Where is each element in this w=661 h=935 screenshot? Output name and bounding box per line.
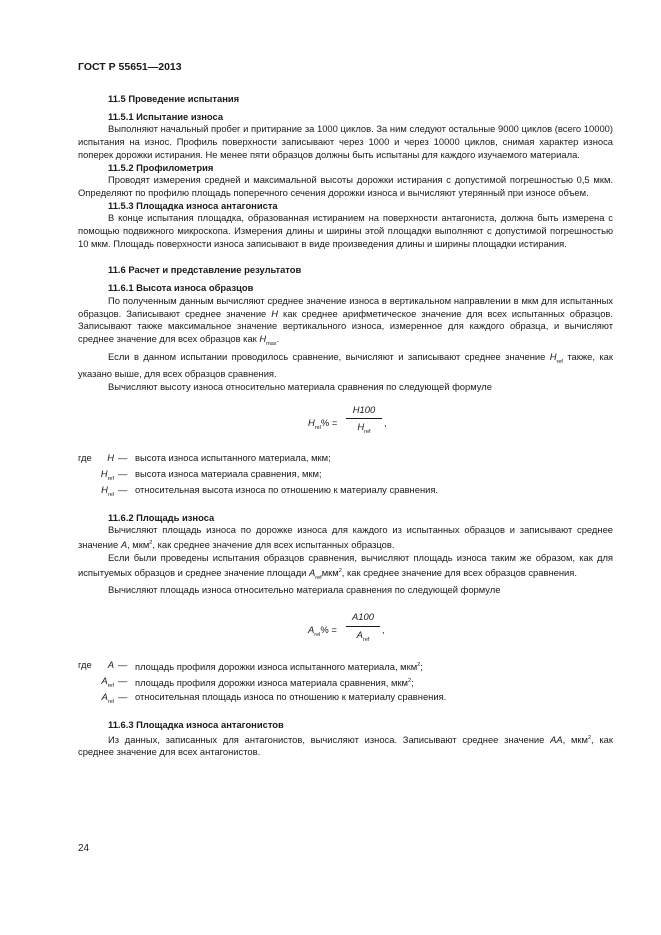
section-11-5-3-text: В конце испытания площадка, образованная истиранием на поверхности антагониста, должна быть измерена с помощью подвижного микроскопа. Измерения длины и ширины этой площадки выполняют с допустимой погрешностью 10 мкм. Площадь поверхности износа записывают в виде произведения длины и ширины площадки истирания.: [78, 212, 613, 249]
formula-a-rel: $A_{rel}\%$ = A100 $A_{ref}$ ,: [78, 597, 613, 659]
formula-h-rel: $H_{rel}\%$ = H100 $H_{ref}$ ,: [78, 394, 613, 452]
section-11-6-2-title: 11.6.2 Площадь износа: [108, 511, 215, 523]
section-11-6-1-para-1: По полученным данным вычисляют среднее значение износа в вертикальном направлении в мкм для испытанных образцов. Записывают среднее значение H как среднее арифметическое значение для всех испытанных образцов. Записывают также максимальное значение вертикального износа, измеренное для каждого образца, и вычисляют среднее значение для всех образцов как $H_{max}$.: [78, 294, 613, 347]
document-body: [78, 93, 613, 759]
formula-h-rel-legend: [78, 452, 613, 500]
document-header: ГОСТ Р 55651—2013: [78, 61, 182, 73]
formula-a-rel-legend: [78, 659, 613, 707]
section-11-5-2-text: Проводят измерения средней и максимальной высоты дорожки истирания с допустимой погрешностью 0,5 мкм. Определяют по профилю площадь поперечного сечения дорожки износа и вычисляют утерянный при износе объем.: [78, 174, 613, 198]
section-11-6-2-para-2: Если были проведены испытания образцов сравнения, вычисляют площадь износа таким же образом, как для испытуемых образцов и среднее значение площади $A_{ref}мкм^2$, как среднее значение для всех образцов сравнения.: [78, 551, 613, 581]
section-11-6-1-para-3: Вычисляют высоту износа относительно материала сравнения по следующей формуле: [108, 381, 492, 393]
section-11-5-2-title: 11.5.2 Профилометрия: [108, 161, 214, 173]
section-11-5-1-text: Выполняют начальный пробег и притирание за 1000 циклов. За ним следуют остальные 9000 циклов (всего 10000) испытания на износ. Профиль поверхности записывают через 1000 и через 10000 циклов, снимая характер износа поперек дорожки истирания. Не менее пяти образцов должны быть испытаны для каждого изучаемого материала.: [78, 123, 613, 160]
legend-row-a: где A — площадь профиля дорожки износа испытанного материала, мкм$^2$;: [78, 658, 423, 672]
section-11-6-3-title: 11.6.3 Площадка износа антагонистов: [108, 718, 284, 730]
page-number: 24: [78, 843, 90, 854]
legend-row-a-rel: $A_{rel}$ — относительная площадь износа по отношению к материалу сравнения.: [101, 690, 447, 705]
legend-row-h-rel: $H_{rel}$ — относительная высота износа по отношению к материалу сравнения.: [101, 483, 439, 498]
formula-a-rel-lhs: $A_{rel}\%$ =: [308, 623, 337, 638]
section-11-6-1-para-2: Если в данном испытании проводилось сравнение, вычисляют и записывают среднее значение $H_{ref}$ также, как указано выше, для всех образцов сравнения.: [78, 350, 613, 380]
formula-a-rel-fraction: A100 $A_{ref}$: [346, 611, 380, 646]
section-11-6-2-para-3: Вычисляют площадь износа относительно материала сравнения по следующей формуле: [108, 584, 501, 596]
section-11-5-title: 11.5 Проведение испытания: [108, 93, 240, 104]
section-11-5-3-title: 11.5.3 Площадка износа антагониста: [108, 199, 278, 211]
section-11-6-title: 11.6 Расчет и представление результатов: [108, 264, 302, 276]
section-11-6-2-para-1: Вычисляют площадь износа по дорожке износа для каждого из испытанных образцов и записывают среднее значение A, мкм$^2$, как среднее значение для всех испытанных образцов.: [78, 524, 613, 551]
formula-h-rel-lhs: $H_{rel}\%$ =: [308, 416, 338, 431]
legend-row-h: где H — высота износа испытанного материала, мкм;: [78, 451, 331, 463]
section-11-5-1-title: 11.5.1 Испытание износа: [108, 110, 224, 122]
section-11-6-3-para-1: Из данных, записанных для антагонистов, вычисляют износа. Записывают среднее значение AA, мкм$^2$, как среднее значение для всех антагонистов.: [78, 733, 613, 758]
formula-h-rel-fraction: H100 $H_{ref}$: [346, 404, 382, 439]
legend-row-a-ref: $A_{ref}$ — площадь профиля дорожки износа материала сравнения, мкм$^2$;: [101, 674, 414, 689]
legend-row-h-ref: $H_{ref}$ — высота износа материала сравнения, мкм;: [100, 467, 322, 482]
section-11-6-1-title: 11.6.1 Высота износа образцов: [108, 282, 254, 294]
